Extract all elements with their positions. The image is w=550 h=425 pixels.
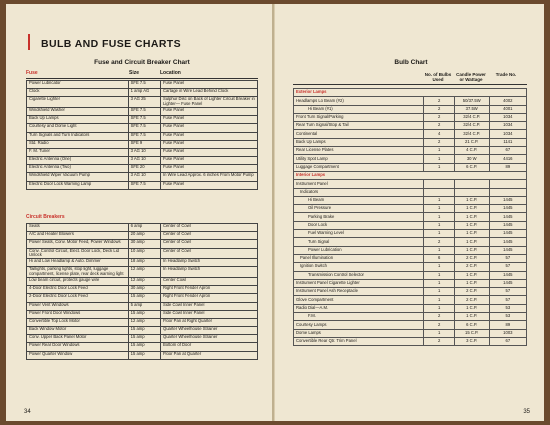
size-cell: 15 amp [128,343,160,351]
size-cell: 3 AG 10 [128,173,160,181]
bulbs-used-cell: 2 [424,113,454,121]
section-row [294,89,527,97]
circuit-name-cell: Hi and Low Headlamp & Auto. Dimmer [27,259,129,267]
lamp-name-cell: Instrument Panel Ash Receptacle [294,288,424,296]
trade-no-cell: 1445 [489,246,526,254]
size-cell: 15 amp [128,294,160,302]
lamp-name-cell: Panel Illumination [294,254,424,262]
size-cell: SFE 7.5 [128,124,160,132]
circuit-name-cell: Back Up Lamps [27,116,129,124]
location-cell: Floor Pan at Right Quarter [160,318,257,326]
bulb-chart-title: Bulb Chart [394,59,428,66]
bulbs-used-cell: 1 [424,329,454,337]
location-cell: Fuse Panel [160,148,257,156]
candle-power-cell: 2 C.P. [454,296,489,304]
table-row [294,321,527,329]
page-title: BULB AND FUSE CHARTS [41,38,182,50]
table-row [27,248,258,259]
size-cell: 3 AG 25 [128,97,160,108]
page-number-left: 34 [24,409,31,415]
circuit-name-cell: Seats [27,224,129,232]
table-row [27,124,258,132]
table-row [294,113,527,121]
trade-no-cell: 1034 [489,122,526,130]
candle-power-cell: 1 C.P. [454,271,489,279]
bulbs-used-cell: 2 [424,105,454,113]
trade-no-cell: 1445 [489,196,526,204]
lamp-name-cell: Instrument Panel [294,180,424,188]
location-cell: Bottom of Door [160,343,257,351]
bulbs-used-cell: 1 [424,155,454,163]
circuit-name-cell: 2-Door Electric Door Lock Feed [27,294,129,302]
bulbs-used-cell: 1 [424,205,454,213]
candle-power-cell: 30 W [454,155,489,163]
trade-no-cell: 4002 [489,97,526,105]
candle-power-cell: 32/4 C.P. [454,122,489,130]
table-row [294,163,527,171]
trade-no-cell: 89 [489,321,526,329]
table-row [294,180,527,188]
bulb-table [293,88,527,346]
size-cell: 12 amp [128,318,160,326]
candle-power-cell: 1 C.P. [454,196,489,204]
circuit-name-cell: Electric Antenna (Two) [27,165,129,173]
section-label-cell: Interior Lamps [294,171,527,179]
trade-no-cell: 1034 [489,130,526,138]
table-row [294,271,527,279]
candle-power-cell: 2 C.P. [454,288,489,296]
circuit-breakers-label: Circuit Breakers [26,214,65,220]
candle-power-cell: 21 C.P. [454,138,489,146]
trade-no-cell: 4416 [489,155,526,163]
circuit-name-cell: 4-Door Electric Door Lock Feed [27,286,129,294]
table-row [294,130,527,138]
candle-power-cell: 37.5W [454,105,489,113]
bulbs-used-cell [424,180,454,188]
lamp-name-cell: Back Up Lamps [294,138,424,146]
table-row [294,105,527,113]
size-cell: 15 amp [128,335,160,343]
circuit-name-cell: Courtesy and Dome Light [27,124,129,132]
trade-no-cell: 1445 [489,213,526,221]
circuit-name-cell: Power Rear Door Windows [27,343,129,351]
size-cell: 3 AG 10 [128,148,160,156]
size-cell: SFE 7.5 [128,181,160,189]
trade-no-cell: 89 [489,163,526,171]
location-cell: Side Cowl Inner Panel [160,302,257,310]
trade-no-cell: 1445 [489,279,526,287]
candle-power-cell: 1 C.P. [454,205,489,213]
table-row [294,205,527,213]
circuit-name-cell: Power Seats, Conv. Motor Feed, Power Windows [27,240,129,248]
bulbs-used-cell: 1 [424,304,454,312]
location-cell: Fuse Panel [160,157,257,165]
table-row [294,313,527,321]
table-row [294,196,527,204]
trade-no-cell: 1445 [489,238,526,246]
location-cell: In Headlamp Switch [160,267,257,278]
size-cell: 12 amp [128,267,160,278]
size-cell: 20 amp [128,232,160,240]
trade-no-cell: 57 [489,296,526,304]
circuit-name-cell: Low beam circuit, protects gauge wire [27,277,129,285]
bulbs-used-cell: 1 [424,246,454,254]
trade-no-cell [489,188,526,196]
section-label-cell: Exterior Lamps [294,89,527,97]
location-cell: Fuse Panel [160,124,257,132]
lamp-name-cell: Turn Signal [294,238,424,246]
location-cell: Fuse Panel [160,140,257,148]
size-cell: SFE 20 [128,165,160,173]
location-cell: In Wire Lead Approx. 6 inches From Motor Pump [160,173,257,181]
location-header: Location [160,70,181,76]
location-cell: Fuse Panel [160,116,257,124]
bulbs-used-cell: 1 [424,279,454,287]
trade-no-cell: 53 [489,313,526,321]
lamp-name-cell: Hi Beam (#1) [294,105,424,113]
trade-no-cell: 1445 [489,221,526,229]
bulbs-used-cell: 1 [424,147,454,155]
location-cell: Fuse Panel [160,81,257,89]
lamp-name-cell: Utility Spot Lamp [294,155,424,163]
size-cell: 6 amp [128,224,160,232]
circuit-name-cell: Power Vent Windows [27,302,129,310]
size-header: Size [129,70,140,76]
trade-no-cell: 1003 [489,329,526,337]
bulbs-used-cell: 1 [424,196,454,204]
bulbs-used-cell: 1 [424,271,454,279]
location-cell: Right Front Fender Apron [160,286,257,294]
bulbs-used-header: No. of Bulbs Used [424,72,452,82]
location-cell: Quarter Wheelhouse Strainer [160,335,257,343]
right-page [274,4,544,421]
candle-power-cell: 1 C.P. [454,246,489,254]
size-cell: SFE 7.5 [128,116,160,124]
trade-no-cell: 53 [489,304,526,312]
fuse-header: Fuse [26,70,38,76]
lamp-name-cell: Instrument Panel Cigarette Lighter [294,279,424,287]
fuse-table-header [26,70,258,79]
table-row [294,254,527,262]
location-cell: Fuse Panel [160,132,257,140]
candle-power-cell: 1 C.P. [454,279,489,287]
size-cell: 1 amp AG [128,89,160,97]
location-cell: Fuse Panel [160,181,257,189]
table-row [294,279,527,287]
candle-power-cell: 1 C.P. [454,221,489,229]
circuit-name-cell: Convertible Top Lock Motor [27,318,129,326]
location-cell: Fuse Panel [160,107,257,115]
trade-no-cell: 57 [489,254,526,262]
lamp-name-cell: Indicators [294,188,424,196]
circuit-name-cell: Conv. Upper Back Panel Motor [27,335,129,343]
location-cell: Center Cowl [160,277,257,285]
trade-no-header: Trade No. [495,72,517,77]
circuit-name-cell: Windshield Wiper Vacuum Pump [27,173,129,181]
bulbs-used-cell: 1 [424,230,454,238]
table-row [27,343,258,351]
bulbs-used-cell [424,188,454,196]
size-cell: SFE 9 [128,140,160,148]
candle-power-cell [454,180,489,188]
table-row [27,294,258,302]
size-cell: 12 amp [128,277,160,285]
table-row [294,230,527,238]
size-cell: 30 amp [128,286,160,294]
circuit-name-cell: A/C and Heater Blowers [27,232,129,240]
circuit-name-cell: Power Front Door Windows [27,310,129,318]
lamp-name-cell: Glove Compartment [294,296,424,304]
trade-no-cell: 67 [489,147,526,155]
candle-power-cell: 4 C.P. [454,147,489,155]
candle-power-cell: 6 C.P. [454,321,489,329]
size-cell: SFE 7.5 [128,81,160,89]
table-row [294,263,527,271]
lamp-name-cell: Door Lock [294,221,424,229]
bulbs-used-cell: 1 [424,163,454,171]
lamp-name-cell: Hi Beam [294,196,424,204]
bulbs-used-cell: 6 [424,254,454,262]
candle-power-cell: 2 C.P. [454,254,489,262]
location-cell: Side Cowl Inner Panel [160,310,257,318]
lamp-name-cell: Convertible Rear Qtr. Trim Panel [294,337,424,345]
table-row [294,122,527,130]
lamp-name-cell: Courtesy Lamps [294,321,424,329]
location-cell: In Headlamp Switch [160,259,257,267]
table-row [27,181,258,189]
lamp-name-cell: Front Turn Signal/Parking [294,113,424,121]
candle-power-cell: 15 C.P. [454,329,489,337]
page-number-right: 35 [523,409,530,415]
size-cell: 5 amp [128,302,160,310]
circuit-name-cell: Clock [27,89,129,97]
trade-no-cell: 57 [489,263,526,271]
table-row [27,97,258,108]
trade-no-cell: 4001 [489,105,526,113]
location-cell: Sulphur Disc on Back of Lighter Circuit Breaker in Lighter— Fuse Panel [160,97,257,108]
size-cell: 18 amp [128,259,160,267]
bulbs-used-cell: 1 [424,263,454,271]
trade-no-cell: 57 [489,288,526,296]
candle-power-cell: 1 C.P. [454,313,489,321]
trade-no-cell: 1445 [489,230,526,238]
table-row [27,132,258,140]
lamp-name-cell: Dome Lamps [294,329,424,337]
circuit-name-cell: Electric Door Lock Warning Lamp [27,181,129,189]
table-row [27,173,258,181]
candle-power-cell: 1 C.P. [454,304,489,312]
table-row [294,329,527,337]
bulbs-used-cell: 2 [424,97,454,105]
bulbs-used-cell: 1 [424,213,454,221]
location-cell: Quarter Wheelhouse Strainer [160,327,257,335]
section-row [294,171,527,179]
candle-power-cell: 1 C.P. [454,213,489,221]
location-cell: Right Front Fender Apron [160,294,257,302]
table-row [294,155,527,163]
lamp-name-cell: Headlamps Lo Beam (#2) [294,97,424,105]
candle-power-header: Candle Power or Wattage [456,72,486,82]
candle-power-cell: 32/4 C.P. [454,130,489,138]
circuit-name-cell: Cigarette Lighter [27,97,129,108]
candle-power-cell: 1 C.P. [454,238,489,246]
lamp-name-cell: Ignition Switch [294,263,424,271]
lamp-name-cell: Transmission Control Selector [294,271,424,279]
red-accent-bar [28,34,30,50]
table-row [294,296,527,304]
candle-power-cell [454,188,489,196]
bulbs-used-cell: 2 [424,122,454,130]
bulbs-used-cell: 1 [424,221,454,229]
candle-power-cell: 3 C.P. [454,337,489,345]
table-row [294,246,527,254]
location-cell: Fuse Panel [160,165,257,173]
table-row [294,288,527,296]
fuse-table [26,80,258,190]
trade-no-cell: 1445 [489,205,526,213]
header-rule [293,84,527,85]
lamp-name-cell: Radio Dial—A.M. [294,304,424,312]
candle-power-cell: 50/37.5W [454,97,489,105]
trade-no-cell [489,180,526,188]
circuit-name-cell: Turn Signals and Turn Indicators [27,132,129,140]
size-cell: 15 amp [128,351,160,359]
lamp-name-cell: Continental [294,130,424,138]
circuit-name-cell: F. M. Tuner [27,148,129,156]
circuit-name-cell: Electric Antenna (One) [27,157,129,165]
candle-power-cell: 2 C.P. [454,263,489,271]
lamp-name-cell: Fuel Warning Level [294,230,424,238]
location-cell: Center of Cowl [160,232,257,240]
table-row [294,138,527,146]
circuit-name-cell: Power Quarter Window [27,351,129,359]
size-cell: SFE 7.5 [128,107,160,115]
size-cell: 3 AG 10 [128,157,160,165]
bulbs-used-cell: 1 [424,288,454,296]
lamp-name-cell: Luggage Compartment [294,163,424,171]
table-row [294,147,527,155]
lamp-name-cell: Rear License Plates [294,147,424,155]
circuit-name-cell: Std. Radio [27,140,129,148]
size-cell: 30 amp [128,240,160,248]
table-row [27,240,258,248]
table-row [27,267,258,278]
bulbs-used-cell: 2 [424,337,454,345]
lamp-name-cell: F.M. [294,313,424,321]
trade-no-cell: 1141 [489,138,526,146]
table-row [294,221,527,229]
table-row [294,238,527,246]
size-cell: 15 amp [128,310,160,318]
trade-no-cell: 67 [489,337,526,345]
fuse-chart-subtitle: Fuse and Circuit Breaker Chart [94,59,190,66]
circuit-name-cell: Windshield Washer [27,107,129,115]
bulbs-used-cell: 2 [424,138,454,146]
lamp-name-cell: Parking Brake [294,213,424,221]
table-row [27,302,258,310]
trade-no-cell: 1034 [489,113,526,121]
circuit-breaker-table [26,223,258,360]
candle-power-cell: 32/4 C.P. [454,113,489,121]
left-page [6,4,273,421]
table-row [294,97,527,105]
bulbs-used-cell: 4 [424,130,454,138]
bulbs-used-cell: 2 [424,313,454,321]
bulbs-used-cell: 1 [424,296,454,304]
lamp-name-cell: Rear Turn Signal/Stop & Tail [294,122,424,130]
candle-power-cell: 6 C.P. [454,163,489,171]
size-cell: SFE 7.5 [128,132,160,140]
bulbs-used-cell: 2 [424,321,454,329]
table-row [294,188,527,196]
lamp-name-cell: Power Lubrication [294,246,424,254]
location-cell: Center of Cowl [160,240,257,248]
location-cell: Center of Cowl [160,224,257,232]
bulbs-used-cell: 2 [424,238,454,246]
circuit-name-cell: Power Lubricator [27,81,129,89]
trade-no-cell: 1445 [489,271,526,279]
size-cell: 15 amp [128,327,160,335]
circuit-name-cell: Conv. Control Circuit, Elect. Door Lock, Deck Lid Unlock [27,248,129,259]
circuit-name-cell: Back Window Motor [27,327,129,335]
lamp-name-cell: Oil Pressure [294,205,424,213]
table-row [294,304,527,312]
circuit-name-cell: Taillights, parking lights, stop light, luggage compartment, license plate, rear deck warning light [27,267,129,278]
candle-power-cell: 1 C.P. [454,230,489,238]
size-cell: 10 amp [128,248,160,259]
table-row [294,337,527,345]
location-cell: Center of Cowl [160,248,257,259]
table-row [27,351,258,359]
location-cell: Floor Pan at Quarter [160,351,257,359]
location-cell: Cartage in Wire Lead Behind Clock [160,89,257,97]
table-row [294,213,527,221]
